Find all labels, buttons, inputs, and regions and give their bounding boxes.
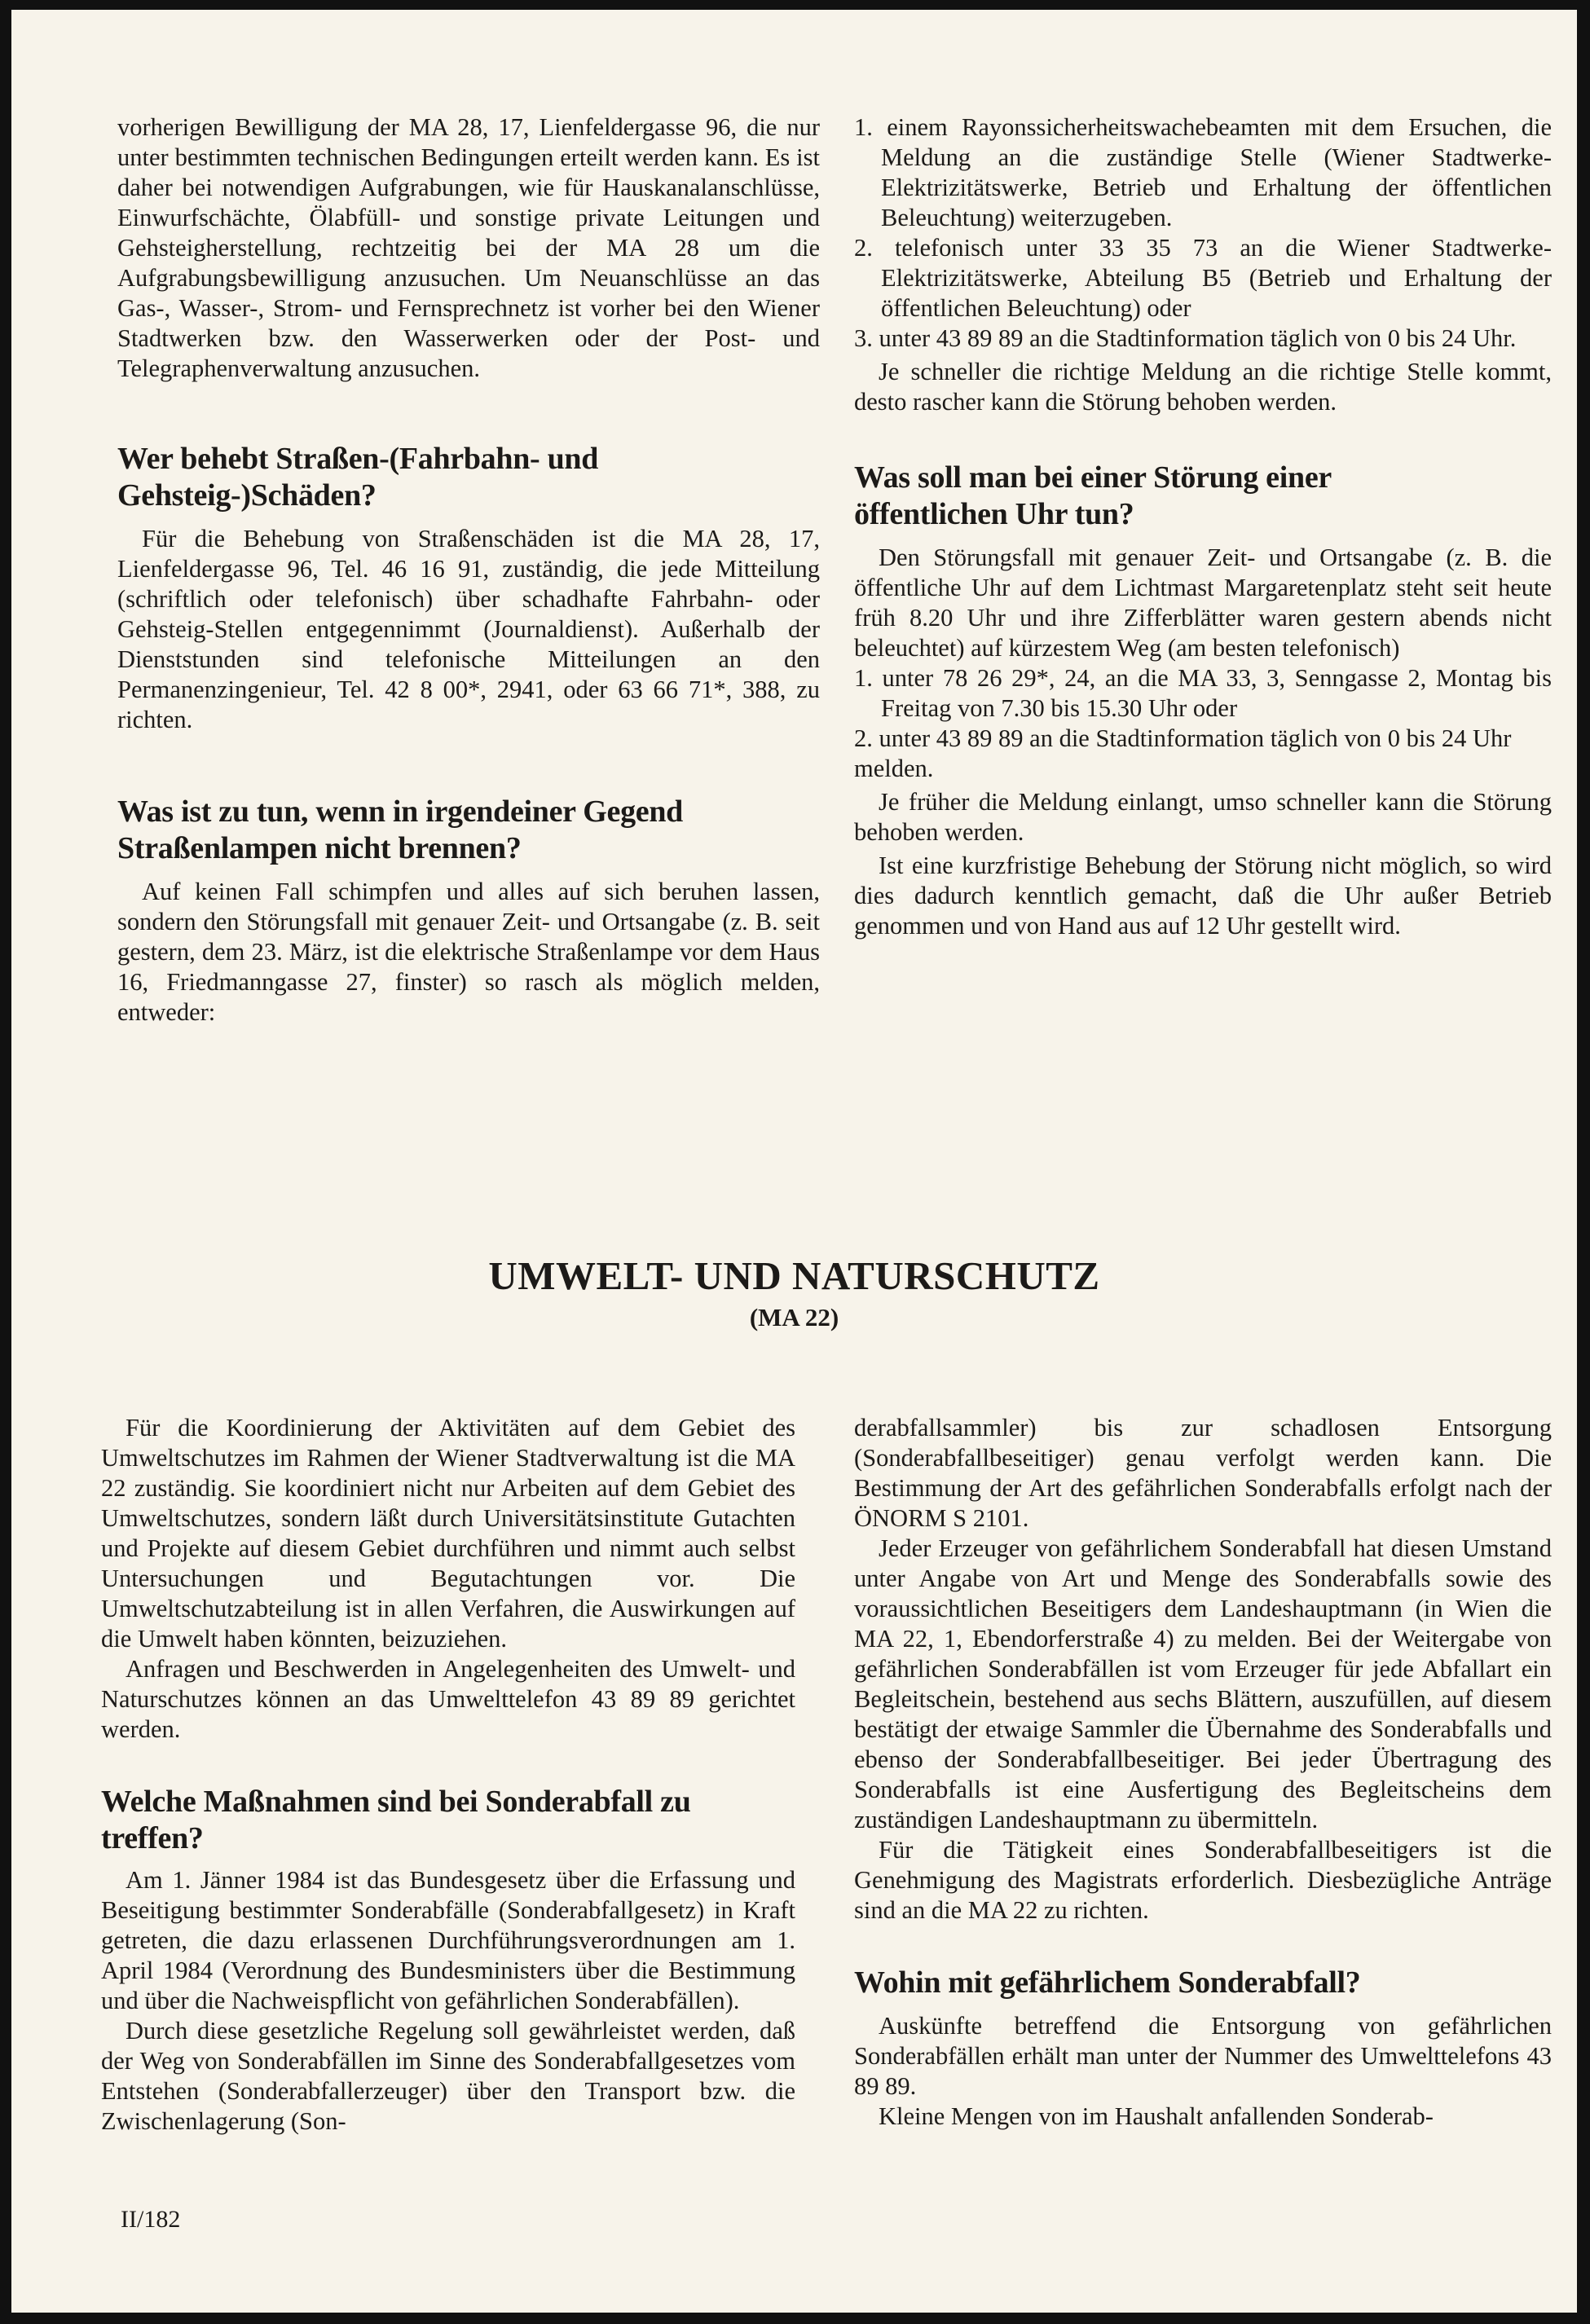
heading-strassenlampen: Was ist zu tun, wenn in irgendeiner Gegend Straßenlampen nicht brennen?: [117, 794, 684, 865]
paragraph-regelung: Durch diese gesetzliche Regelung soll gewährleistet werden, daß der Weg von Sonderabfällen im Sinne des Sonderabfallgesetzes vom Entstehen (Sonderabfallerzeuger) über den Transport bzw. die Zwischenlagerung (Son-: [101, 2017, 795, 2135]
heading-sonderabfall-massnahmen: Welche Maßnahmen sind bei Sonderabfall zu treffen?: [101, 1785, 691, 1855]
paragraph-koordinierung: Für die Koordinierung der Aktivitäten auf dem Gebiet des Umweltschutzes im Rahmen der Wiener Stadtverwaltung ist die MA 22 zuständig. Sie koordiniert nicht nur Arbeiten auf dem Gebiet des Umweltschutzes, sondern läßt durch Universitätsinstitute Gutachten und Projekte auf diesem Gebiet durchführen und nimmt auch selbst Untersuchungen und Begutachtungen vor. Die Umweltschutzabteilung ist in allen Verfahren, die Auswirkungen auf die Umwelt haben könnten, beizuziehen.: [101, 1414, 795, 1653]
heading-strassenschaeden: Wer behebt Straßen-(Fahrbahn- und Gehsteig-)Schäden?: [117, 442, 599, 513]
paragraph-strassenschaeden: Für die Behebung von Straßenschäden ist die MA 28, 17, Lienfeldergasse 96, Tel. 46 16 91, zuständig, die jede Mitteilung (schriftlich oder telefonisch) über schadhafte Fahrbahn- oder Gehsteig-Stellen entgegennimmt (Journaldienst). Außerhalb der Dienststunden sind telefonische Mitteilungen an den Permanenzingenieur, Tel. 42 8 00*, 2941, oder 63 66 71*, 388, zu richten.: [117, 525, 820, 733]
paragraph-strassenlampen: Auf keinen Fall schimpfen und alles auf sich beruhen lassen, sondern den Störungsfall mit genauer Zeit- und Ortsangabe (z. B. seit gestern, dem 23. März, ist die elektrische Straßenlampe vor dem Haus 16, Friedmanngasse 27, finster) so rasch als möglich melden, entweder:: [117, 878, 820, 1026]
paragraph-auskuenfte: Auskünfte betreffend die Entsorgung von gefährlichen Sonderabfällen erhält man unter der Nummer des Umwelttelefons 43 89 89.: [854, 2012, 1552, 2100]
section-title: UMWELT- UND NATURSCHUTZ: [488, 1253, 1100, 1298]
paragraph-erzeuger: Jeder Erzeuger von gefährlichem Sonderabfall hat diesen Umstand unter Angabe von Art und Menge des Sonderabfalls sowie des voraussichtlichen Beseitigers dem Landeshauptmann (in Wien die MA 22, 1, Ebendorferstraße 4) zu melden. Bei der Weitergabe von gefährlichen Sonderabfällen ist vom Erzeuger für jede Abfallart ein Begleitschein, bestehend aus sechs Blättern, auszufüllen, auf diesem bestätigt der etwaige Sammler die Übernahme des Sonderabfalls und ebenso der Sonderabfallbeseitiger. Bei jeder Übertragung des Sonderabfalls ist eine Ausfertigung des Begleitscheins dem zuständigen Landeshauptmann zu übermitteln.: [854, 1534, 1552, 1833]
section-subtitle: (MA 22): [749, 1303, 839, 1331]
page-number: II/182: [121, 2206, 181, 2233]
heading-gefaehrlicher-sonderabfall: Wohin mit gefährlichem Sonderabfall?: [854, 1965, 1361, 2000]
paragraph-anfragen: Anfragen und Beschwerden in Angelegenheiten des Umwelt- und Naturschutzes können an das Umwelttelefon 43 89 89 gerichtet werden.: [101, 1655, 795, 1743]
paragraph-bundesgesetz: Am 1. Jänner 1984 ist das Bundesgesetz über die Erfassung und Beseitigung bestimmter Sonderabfälle (Sonderabfallgesetz) in Kraft getreten, die dazu erlassenen Durchführungsverordnungen am 1. April 1984 (Verordnung des Bundesministers über die Bestimmung und über die Nachweispflicht von gefährlichen Sonderabfällen).: [101, 1866, 795, 2014]
bottom-right-column: [854, 1413, 1552, 2132]
top-right-column: [854, 112, 1552, 941]
list-item: 3. unter 43 89 89 an die Stadtinformation täglich von 0 bis 24 Uhr.: [854, 324, 1517, 352]
paragraph-melden: melden.: [854, 755, 934, 782]
paragraph-meldung: Je schneller die richtige Meldung an die richtige Stelle kommt, desto rascher kann die Störung behoben werden.: [854, 358, 1552, 416]
paragraph-sammler: derabfallsammler) bis zur schadlosen Entsorgung (Sonderabfallbeseitiger) genau verfolgt werden kann. Die Bestimmung der Art des gefährlichen Sonderabfalls erfolgt nach der ÖNORM S 2101.: [854, 1414, 1552, 1532]
list-item: 2. unter 43 89 89 an die Stadtinformation täglich von 0 bis 24 Uhr: [854, 724, 1512, 752]
paragraph-kleine-mengen: Kleine Mengen von im Haushalt anfallenden Sonderab-: [879, 2102, 1434, 2130]
paragraph-uhr-stoerung: Den Störungsfall mit genauer Zeit- und Ortsangabe (z. B. die öffentliche Uhr auf dem Lichtmast Margaretenplatz steht seit heute früh 8.20 Uhr und ihre Zifferblätter waren gestern abends nicht beleuchtet) auf kürzestem Weg (am besten telefonisch): [854, 544, 1552, 662]
top-left-column: [117, 112, 820, 1028]
list-strassenlampen-meldung: [854, 112, 1552, 354]
list-item: 2. telefonisch unter 33 35 73 an die Wiener Stadtwerke-Elektrizitätswerke, Abteilung B5 (Betrieb und Erhaltung der öffentlichen Beleuchtung) oder: [854, 234, 1552, 322]
heading-oeffentliche-uhr: Was soll man bei einer Störung einer öffentlichen Uhr tun?: [854, 460, 1332, 531]
paragraph-aufgrabung: vorherigen Bewilligung der MA 28, 17, Lienfeldergasse 96, die nur unter bestimmten technischen Bedingungen erteilt werden kann. Es ist daher bei notwendigen Aufgrabungen, wie für Hauskanalanschlüsse, Einwurfschächte, Ölabfüll- und sonstige private Leitungen und Gehsteigherstellung, rechtzeitig bei der MA 28 um die Aufgrabungsbewilligung anzusuchen. Um Neuanschlüsse an das Gas-, Wasser-, Strom- und Fernsprechnetz ist vorher bei den Wiener Stadtwerken bzw. den Wasserwerken oder der Post- und Telegraphenverwaltung anzusuchen.: [117, 113, 820, 382]
list-item: 1. einem Rayonssicherheitswachebeamten mit dem Ersuchen, die Meldung an die zuständige Stelle (Wiener Stadtwerke-Elektrizitätswerke, Betrieb und Erhaltung der öffentlichen Beleuchtung) weiterzugeben.: [854, 113, 1552, 231]
bottom-left-column: [101, 1413, 795, 2137]
paragraph-kurzfristig: Ist eine kurzfristige Behebung der Störung nicht möglich, so wird dies dadurch kenntlich gemacht, daß die Uhr außer Betrieb genommen und von Hand aus auf 12 Uhr gestellt wird.: [854, 852, 1552, 940]
paragraph-frueher: Je früher die Meldung einlangt, umso schneller kann die Störung behoben werden.: [854, 788, 1552, 846]
list-item: 1. unter 78 26 29*, 24, an die MA 33, 3, Senngasse 2, Montag bis Freitag von 7.30 bis 15.30 Uhr oder: [854, 664, 1552, 722]
paragraph-genehmigung: Für die Tätigkeit eines Sonderabfallbeseitigers ist die Genehmigung des Magistrats erforderlich. Diesbezügliche Anträge sind an die MA 22 zu richten.: [854, 1836, 1552, 1924]
list-uhr-meldung: [854, 663, 1552, 754]
document-page: [11, 10, 1577, 2313]
